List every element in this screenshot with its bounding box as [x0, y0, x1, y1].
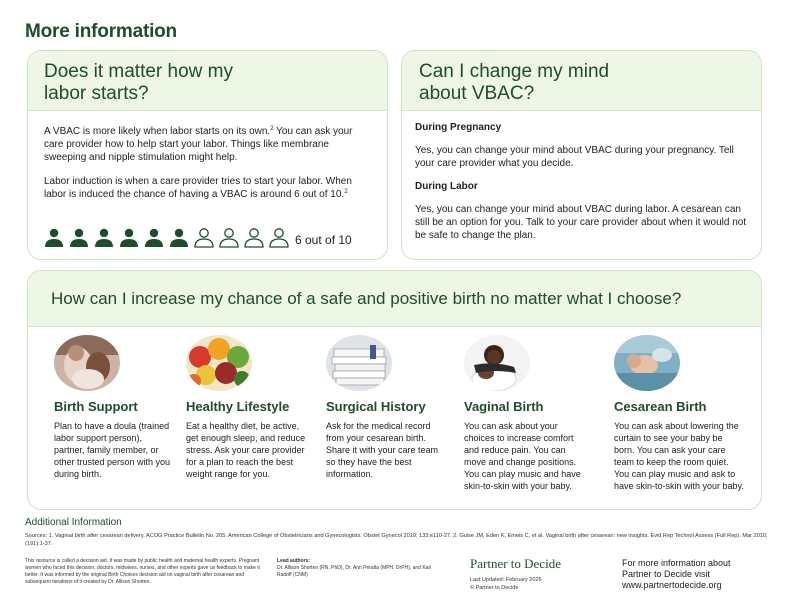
sources-text: Sources: 1. Vaginal birth after cesarean delivery. ACOG Practice Bulletin No. 205. American College of Obstetricians and Gynecologists. Obstet Gynecol 2019; 133:e110-27. 2. Guise JM, Eden K, Emeis C, et al. Vaginal birth after cesarean: new insights. Evid Rep Technol Assess (Full Rep). Mar 2010;(191):1-37.: [25, 533, 768, 547]
more-info-line1: For more information about: [622, 558, 731, 568]
lead-authors: [277, 558, 447, 579]
mind-card-header: [402, 51, 761, 111]
more-info: [622, 558, 772, 591]
person-icon: [192, 227, 216, 249]
tile-text: Ask for the medical record from your cesarean birth. Share it with your care team so they have the best information.: [326, 421, 439, 479]
people-icon-array: [42, 227, 292, 249]
tile-cesarean-birth: [614, 335, 744, 492]
mind-card-body: [402, 111, 761, 242]
reference-mark: 2: [344, 189, 348, 195]
birth-card-title: How can I increase my chance of a safe and positive birth no matter what I choose?: [51, 289, 682, 308]
last-updated: Last Updated: February 2026: [470, 577, 542, 583]
labor-card-title: [44, 61, 387, 105]
medical-records-photo: [326, 335, 392, 391]
labor-paragraph-1: A VBAC is more likely when labor starts on its own.$^2$ You can ask your care provider how to help start your labor. Things like membrane sweeping and nipple stimulation might help.: [44, 126, 353, 163]
page-title: More information: [25, 21, 177, 42]
mind-card-title: [419, 61, 761, 105]
person-icon: [267, 227, 291, 249]
tile-text: You can ask about your choices to increase comfort and reduce pain. You can move and change positions. You can play music and have skin-to-skin with your baby.: [464, 421, 581, 491]
birth-card-header: [28, 271, 761, 327]
mother-baby-photo: [464, 335, 530, 391]
tile-text: You can ask about lowering the curtain to see your baby be born. You can ask your care team to keep the room quiet. You can play music and ask to have skin-to-skin with your baby.: [614, 421, 744, 491]
brand-wordmark: Partner to Decide: [470, 556, 561, 571]
tile-heading: Healthy Lifestyle: [186, 399, 290, 414]
labor-paragraph-2: Labor induction is when a care provider tries to start your labor. When labor is induced the chance of having a VBAC is around 6 out of 10.$^2$: [44, 176, 352, 200]
person-icon: [67, 227, 91, 249]
person-icon: [92, 227, 116, 249]
labor-card-body: [28, 111, 387, 201]
change-mind-card: [401, 50, 762, 260]
tile-heading: Birth Support: [54, 399, 138, 414]
more-info-line2: Partner to Decide visit: [622, 569, 711, 579]
labor-title-line1: Does it matter how my: [44, 61, 233, 82]
person-icon: [142, 227, 166, 249]
lead-authors-names: Dr. Allison Shorten (RN, PhD), Dr. Ann Peralta (MPH, DrPH), and Kari Radoff (CNM): [277, 565, 432, 578]
tile-text: Eat a healthy diet, be active, get enough sleep, and reduce stress. Ask your care provider for a plan to reach the best weight range for you.: [186, 421, 306, 479]
doula-support-photo: [54, 335, 120, 391]
tile-heading: Cesarean Birth: [614, 399, 707, 414]
copyright: © Partner to Decide: [470, 584, 519, 591]
person-icon: [117, 227, 141, 249]
tile-surgical-history: [326, 335, 446, 480]
pregnancy-text: Yes, you can change your mind about VBAC during your pregnancy. Tell your care provider what you decide.: [415, 145, 734, 169]
mind-title-line1: Can I change my mind: [419, 61, 610, 82]
tile-vaginal-birth: [464, 335, 589, 492]
person-icon: [242, 227, 266, 249]
labor-card-header: [28, 51, 387, 111]
tile-heading: Vaginal Birth: [464, 399, 544, 414]
lead-authors-label: Lead authors:: [277, 558, 311, 564]
tile-text: Plan to have a doula (trained labor support person), partner, family member, or other trusted person with you during birth.: [54, 421, 171, 479]
additional-info-heading: Additional Information: [25, 517, 122, 528]
cesarean-skin-to-skin-photo: [614, 335, 680, 391]
mind-title-line2: about VBAC?: [419, 83, 535, 104]
person-icon: [42, 227, 66, 249]
website-link[interactable]: www.partnertodecide.org: [622, 580, 722, 590]
reference-mark: 2: [270, 126, 274, 132]
labor-text: Yes, you can change your mind about VBAC during labor. A cesarean can still be an option for you. Talk to your care provider about when it would not be safe to change the plan.: [415, 204, 747, 241]
resource-note: This resource is called a decision aid. It was made by public health and maternal health experts. Pregnant women who faced this decision, doctors, midwives, nurses, and other experts gave us feedback to make it better. It was informed by the original Birth Choices decision aid on vaginal birth after cesarean and subsequent iterations of it created by Dr. Allison Shorten.: [25, 558, 260, 585]
person-icon: [167, 227, 191, 249]
fruits-vegetables-photo: [186, 335, 252, 391]
pregnancy-heading: During Pregnancy: [415, 122, 502, 133]
brand-meta: [470, 577, 542, 592]
tile-heading: Surgical History: [326, 399, 426, 414]
person-icon: [217, 227, 241, 249]
labor-heading: During Labor: [415, 181, 478, 192]
people-count-label: 6 out of 10: [295, 233, 352, 247]
tile-healthy-lifestyle: [186, 335, 311, 480]
labor-title-line2: labor starts?: [44, 83, 149, 104]
tile-birth-support: [54, 335, 174, 480]
